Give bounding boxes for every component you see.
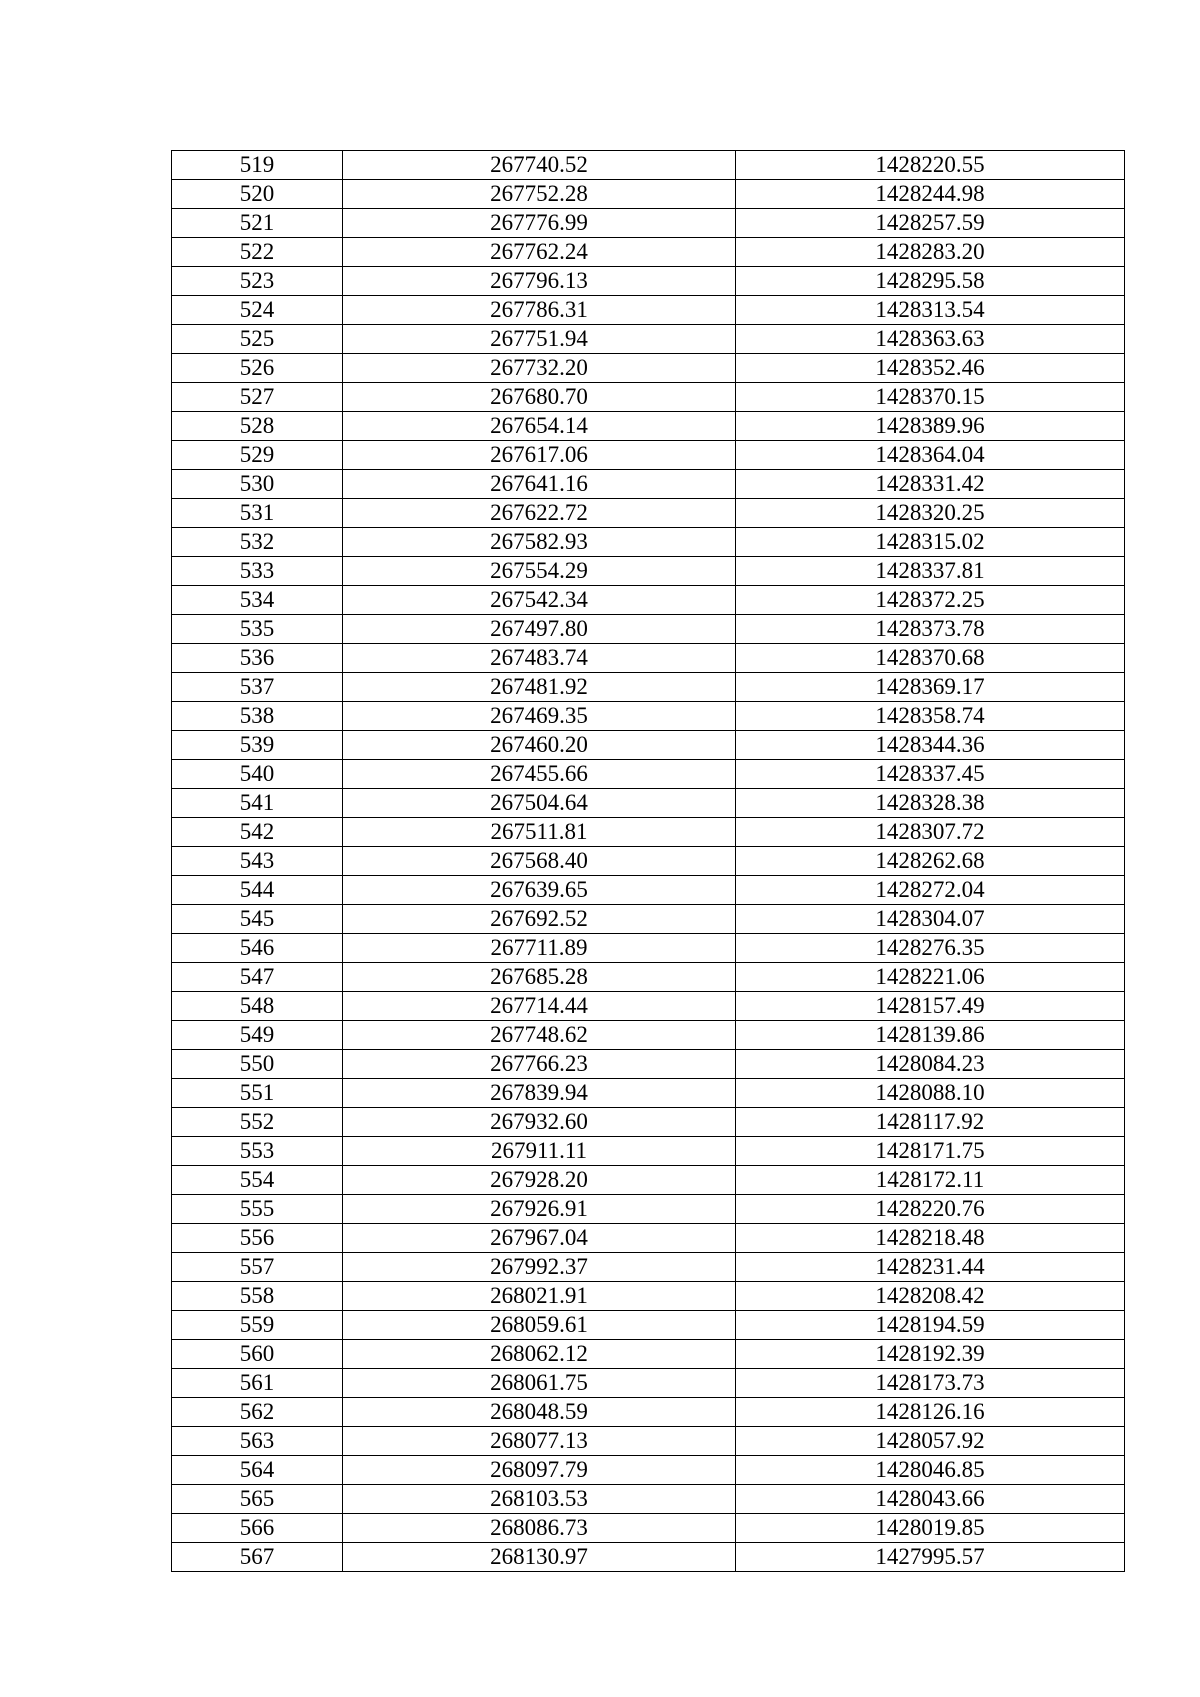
table-row (172, 1195, 1125, 1224)
table-row (172, 789, 1125, 818)
x-coordinate-cell: 267692.52 (343, 905, 736, 934)
table-row (172, 325, 1125, 354)
x-coordinate-cell: 267911.11 (343, 1137, 736, 1166)
point-number-cell: 566 (172, 1514, 343, 1543)
point-number-cell: 551 (172, 1079, 343, 1108)
point-number-cell: 561 (172, 1369, 343, 1398)
y-coordinate-cell: 1428046.85 (736, 1456, 1125, 1485)
x-coordinate-cell: 267711.89 (343, 934, 736, 963)
y-coordinate-cell: 1428231.44 (736, 1253, 1125, 1282)
point-number-cell: 560 (172, 1340, 343, 1369)
point-number-cell: 562 (172, 1398, 343, 1427)
table-row (172, 528, 1125, 557)
y-coordinate-cell: 1428208.42 (736, 1282, 1125, 1311)
point-number-cell: 563 (172, 1427, 343, 1456)
x-coordinate-cell: 267639.65 (343, 876, 736, 905)
x-coordinate-cell: 267786.31 (343, 296, 736, 325)
table-row (172, 470, 1125, 499)
x-coordinate-cell: 267967.04 (343, 1224, 736, 1253)
point-number-cell: 531 (172, 499, 343, 528)
y-coordinate-cell: 1428283.20 (736, 238, 1125, 267)
point-number-cell: 545 (172, 905, 343, 934)
y-coordinate-cell: 1428194.59 (736, 1311, 1125, 1340)
point-number-cell: 526 (172, 354, 343, 383)
y-coordinate-cell: 1428363.63 (736, 325, 1125, 354)
point-number-cell: 533 (172, 557, 343, 586)
point-number-cell: 555 (172, 1195, 343, 1224)
coordinate-table-body (172, 151, 1125, 1572)
y-coordinate-cell: 1428304.07 (736, 905, 1125, 934)
y-coordinate-cell: 1428220.76 (736, 1195, 1125, 1224)
point-number-cell: 554 (172, 1166, 343, 1195)
y-coordinate-cell: 1428262.68 (736, 847, 1125, 876)
table-row (172, 1282, 1125, 1311)
table-row (172, 1311, 1125, 1340)
y-coordinate-cell: 1428126.16 (736, 1398, 1125, 1427)
y-coordinate-cell: 1428328.38 (736, 789, 1125, 818)
table-row (172, 1108, 1125, 1137)
x-coordinate-cell: 267776.99 (343, 209, 736, 238)
x-coordinate-cell: 267932.60 (343, 1108, 736, 1137)
point-number-cell: 565 (172, 1485, 343, 1514)
point-number-cell: 536 (172, 644, 343, 673)
x-coordinate-cell: 268061.75 (343, 1369, 736, 1398)
x-coordinate-cell: 268048.59 (343, 1398, 736, 1427)
table-row (172, 586, 1125, 615)
point-number-cell: 543 (172, 847, 343, 876)
y-coordinate-cell: 1428369.17 (736, 673, 1125, 702)
point-number-cell: 558 (172, 1282, 343, 1311)
table-row (172, 1456, 1125, 1485)
point-number-cell: 557 (172, 1253, 343, 1282)
point-number-cell: 524 (172, 296, 343, 325)
table-row (172, 1050, 1125, 1079)
table-row (172, 702, 1125, 731)
y-coordinate-cell: 1428337.45 (736, 760, 1125, 789)
point-number-cell: 525 (172, 325, 343, 354)
y-coordinate-cell: 1428364.04 (736, 441, 1125, 470)
y-coordinate-cell: 1428370.68 (736, 644, 1125, 673)
x-coordinate-cell: 267766.23 (343, 1050, 736, 1079)
point-number-cell: 527 (172, 383, 343, 412)
x-coordinate-cell: 267481.92 (343, 673, 736, 702)
x-coordinate-cell: 268130.97 (343, 1543, 736, 1572)
point-number-cell: 535 (172, 615, 343, 644)
point-number-cell: 548 (172, 992, 343, 1021)
x-coordinate-cell: 267554.29 (343, 557, 736, 586)
y-coordinate-cell: 1428344.36 (736, 731, 1125, 760)
x-coordinate-cell: 267685.28 (343, 963, 736, 992)
x-coordinate-cell: 267483.74 (343, 644, 736, 673)
y-coordinate-cell: 1428171.75 (736, 1137, 1125, 1166)
x-coordinate-cell: 267617.06 (343, 441, 736, 470)
x-coordinate-cell: 267928.20 (343, 1166, 736, 1195)
point-number-cell: 529 (172, 441, 343, 470)
point-number-cell: 530 (172, 470, 343, 499)
x-coordinate-cell: 267680.70 (343, 383, 736, 412)
x-coordinate-cell: 267504.64 (343, 789, 736, 818)
point-number-cell: 567 (172, 1543, 343, 1572)
x-coordinate-cell: 268021.91 (343, 1282, 736, 1311)
point-number-cell: 532 (172, 528, 343, 557)
y-coordinate-cell: 1428320.25 (736, 499, 1125, 528)
x-coordinate-cell: 267497.80 (343, 615, 736, 644)
y-coordinate-cell: 1428088.10 (736, 1079, 1125, 1108)
x-coordinate-cell: 267751.94 (343, 325, 736, 354)
table-row (172, 267, 1125, 296)
table-row (172, 644, 1125, 673)
x-coordinate-cell: 267511.81 (343, 818, 736, 847)
point-number-cell: 553 (172, 1137, 343, 1166)
x-coordinate-cell: 267926.91 (343, 1195, 736, 1224)
table-row (172, 1253, 1125, 1282)
point-number-cell: 538 (172, 702, 343, 731)
x-coordinate-cell: 267714.44 (343, 992, 736, 1021)
table-row (172, 731, 1125, 760)
y-coordinate-cell: 1428084.23 (736, 1050, 1125, 1079)
x-coordinate-cell: 267460.20 (343, 731, 736, 760)
y-coordinate-cell: 1427995.57 (736, 1543, 1125, 1572)
point-number-cell: 534 (172, 586, 343, 615)
y-coordinate-cell: 1428220.55 (736, 151, 1125, 180)
point-number-cell: 528 (172, 412, 343, 441)
point-number-cell: 523 (172, 267, 343, 296)
table-row (172, 1079, 1125, 1108)
point-number-cell: 539 (172, 731, 343, 760)
y-coordinate-cell: 1428313.54 (736, 296, 1125, 325)
table-row (172, 383, 1125, 412)
y-coordinate-cell: 1428117.92 (736, 1108, 1125, 1137)
y-coordinate-cell: 1428257.59 (736, 209, 1125, 238)
table-row (172, 151, 1125, 180)
x-coordinate-cell: 267732.20 (343, 354, 736, 383)
y-coordinate-cell: 1428370.15 (736, 383, 1125, 412)
table-row (172, 1340, 1125, 1369)
x-coordinate-cell: 268062.12 (343, 1340, 736, 1369)
y-coordinate-cell: 1428372.25 (736, 586, 1125, 615)
x-coordinate-cell: 267748.62 (343, 1021, 736, 1050)
table-row (172, 499, 1125, 528)
y-coordinate-cell: 1428173.73 (736, 1369, 1125, 1398)
table-row (172, 180, 1125, 209)
table-row (172, 1021, 1125, 1050)
table-row (172, 847, 1125, 876)
point-number-cell: 559 (172, 1311, 343, 1340)
x-coordinate-cell: 268059.61 (343, 1311, 736, 1340)
y-coordinate-cell: 1428389.96 (736, 412, 1125, 441)
table-row (172, 673, 1125, 702)
y-coordinate-cell: 1428157.49 (736, 992, 1125, 1021)
table-row (172, 1224, 1125, 1253)
table-row (172, 1369, 1125, 1398)
point-number-cell: 546 (172, 934, 343, 963)
table-row (172, 615, 1125, 644)
coordinate-table (171, 150, 1125, 1572)
table-row (172, 876, 1125, 905)
y-coordinate-cell: 1428358.74 (736, 702, 1125, 731)
table-row (172, 992, 1125, 1021)
point-number-cell: 540 (172, 760, 343, 789)
table-row (172, 760, 1125, 789)
x-coordinate-cell: 267654.14 (343, 412, 736, 441)
y-coordinate-cell: 1428139.86 (736, 1021, 1125, 1050)
y-coordinate-cell: 1428272.04 (736, 876, 1125, 905)
table-row (172, 1514, 1125, 1543)
x-coordinate-cell: 267839.94 (343, 1079, 736, 1108)
y-coordinate-cell: 1428337.81 (736, 557, 1125, 586)
coordinate-table-container (171, 150, 1124, 1572)
point-number-cell: 549 (172, 1021, 343, 1050)
y-coordinate-cell: 1428244.98 (736, 180, 1125, 209)
point-number-cell: 541 (172, 789, 343, 818)
y-coordinate-cell: 1428218.48 (736, 1224, 1125, 1253)
point-number-cell: 552 (172, 1108, 343, 1137)
y-coordinate-cell: 1428315.02 (736, 528, 1125, 557)
table-row (172, 1485, 1125, 1514)
x-coordinate-cell: 268086.73 (343, 1514, 736, 1543)
x-coordinate-cell: 267455.66 (343, 760, 736, 789)
y-coordinate-cell: 1428043.66 (736, 1485, 1125, 1514)
table-row (172, 1137, 1125, 1166)
y-coordinate-cell: 1428192.39 (736, 1340, 1125, 1369)
x-coordinate-cell: 267762.24 (343, 238, 736, 267)
table-row (172, 296, 1125, 325)
x-coordinate-cell: 267796.13 (343, 267, 736, 296)
x-coordinate-cell: 267752.28 (343, 180, 736, 209)
table-row (172, 238, 1125, 267)
point-number-cell: 522 (172, 238, 343, 267)
table-row (172, 412, 1125, 441)
table-row (172, 934, 1125, 963)
x-coordinate-cell: 267622.72 (343, 499, 736, 528)
y-coordinate-cell: 1428352.46 (736, 354, 1125, 383)
table-row (172, 963, 1125, 992)
table-row (172, 557, 1125, 586)
point-number-cell: 547 (172, 963, 343, 992)
point-number-cell: 544 (172, 876, 343, 905)
table-row (172, 441, 1125, 470)
point-number-cell: 550 (172, 1050, 343, 1079)
table-row (172, 1166, 1125, 1195)
x-coordinate-cell: 268103.53 (343, 1485, 736, 1514)
y-coordinate-cell: 1428331.42 (736, 470, 1125, 499)
point-number-cell: 556 (172, 1224, 343, 1253)
x-coordinate-cell: 267542.34 (343, 586, 736, 615)
table-row (172, 1398, 1125, 1427)
y-coordinate-cell: 1428019.85 (736, 1514, 1125, 1543)
x-coordinate-cell: 267568.40 (343, 847, 736, 876)
point-number-cell: 520 (172, 180, 343, 209)
x-coordinate-cell: 268097.79 (343, 1456, 736, 1485)
table-row (172, 354, 1125, 383)
y-coordinate-cell: 1428307.72 (736, 818, 1125, 847)
x-coordinate-cell: 267641.16 (343, 470, 736, 499)
y-coordinate-cell: 1428221.06 (736, 963, 1125, 992)
y-coordinate-cell: 1428295.58 (736, 267, 1125, 296)
y-coordinate-cell: 1428276.35 (736, 934, 1125, 963)
x-coordinate-cell: 267469.35 (343, 702, 736, 731)
x-coordinate-cell: 267582.93 (343, 528, 736, 557)
y-coordinate-cell: 1428373.78 (736, 615, 1125, 644)
point-number-cell: 537 (172, 673, 343, 702)
point-number-cell: 521 (172, 209, 343, 238)
table-row (172, 209, 1125, 238)
x-coordinate-cell: 268077.13 (343, 1427, 736, 1456)
y-coordinate-cell: 1428057.92 (736, 1427, 1125, 1456)
table-row (172, 818, 1125, 847)
point-number-cell: 564 (172, 1456, 343, 1485)
table-row (172, 905, 1125, 934)
point-number-cell: 542 (172, 818, 343, 847)
x-coordinate-cell: 267992.37 (343, 1253, 736, 1282)
point-number-cell: 519 (172, 151, 343, 180)
table-row (172, 1543, 1125, 1572)
y-coordinate-cell: 1428172.11 (736, 1166, 1125, 1195)
x-coordinate-cell: 267740.52 (343, 151, 736, 180)
table-row (172, 1427, 1125, 1456)
